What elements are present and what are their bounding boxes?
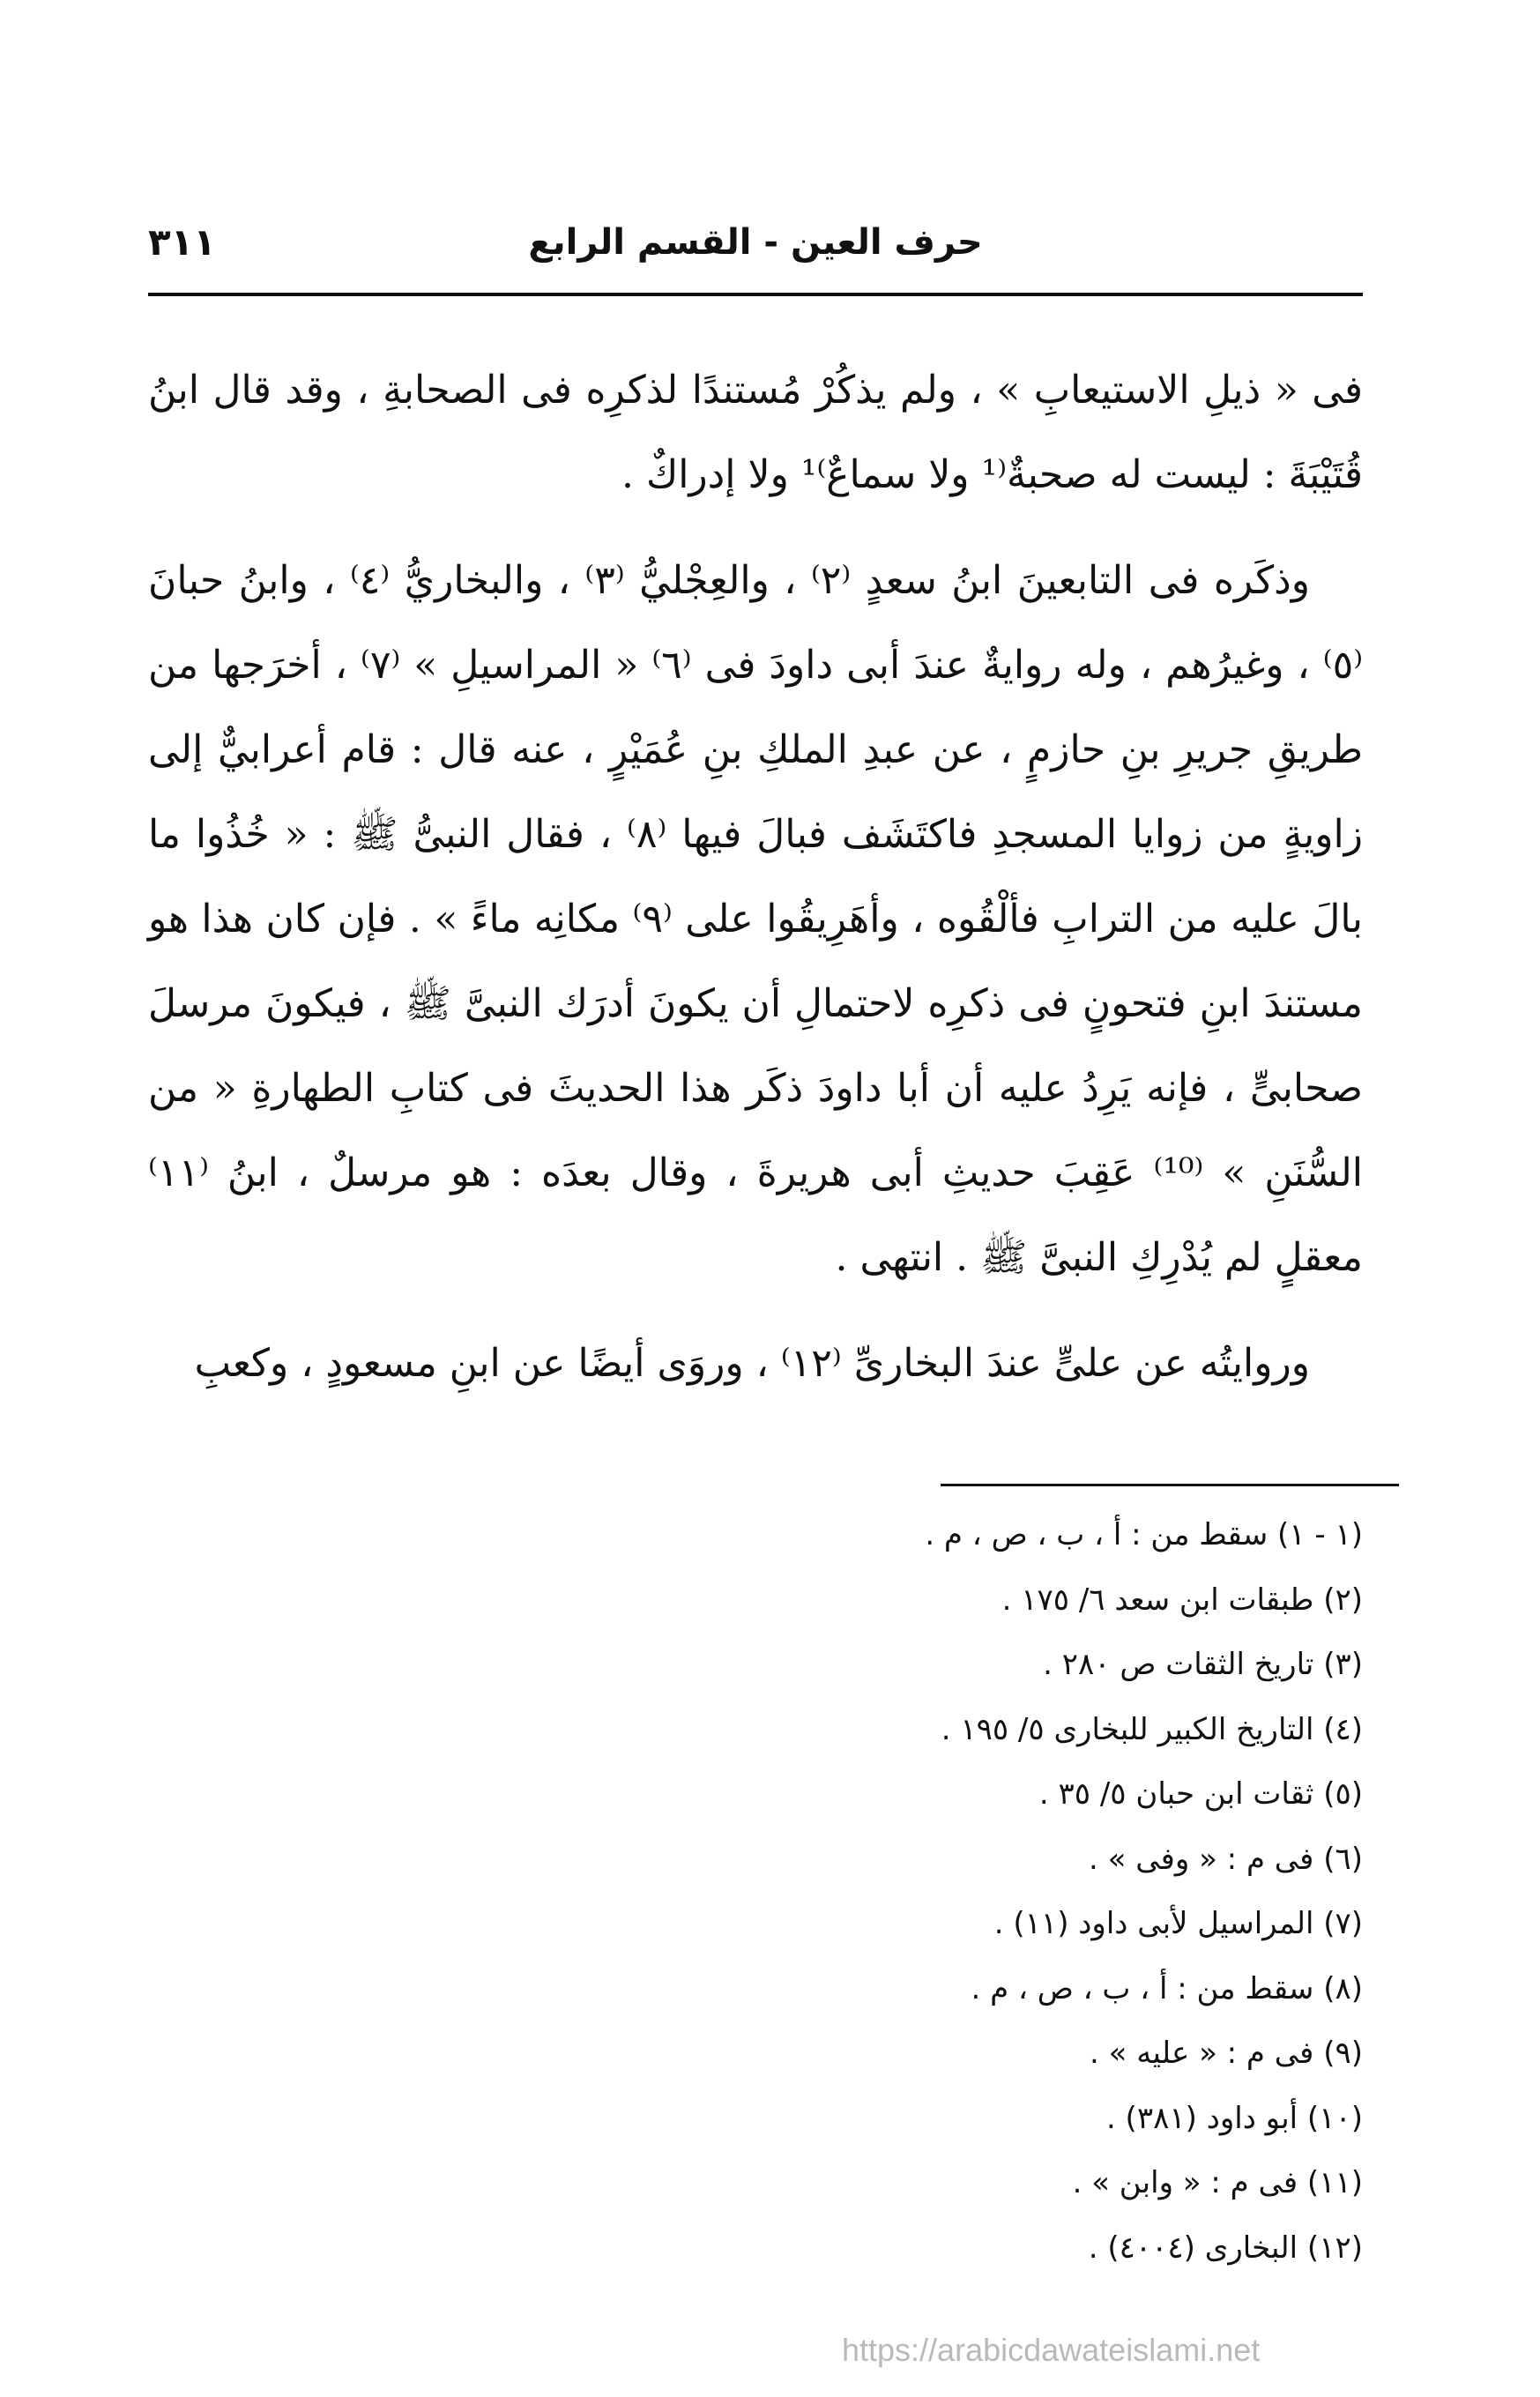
footnote-item: (١ - ١) سقط من : أ ، ب ، ص ، م . <box>925 1517 1363 1552</box>
main-text <box>148 348 1363 1427</box>
paragraph: فى « ذيلِ الاستيعابِ » ، ولم يذكُرْ مُستندًا لذكرِه فى الصحابةِ ، وقد قال ابنُ قُتَيْبَةَ : ليست له صحبةٌ⁽¹ ولا سماعٌ⁾¹ ولا إدراكٌ . <box>148 368 1363 497</box>
footnote-item: (٧) المراسيل لأبى داود (١١) . <box>993 1906 1363 1941</box>
paragraph: وروايتُه عن علىٍّ عندَ البخارىِّ ⁽١٢⁾ ، وروَى أيضًا عن ابنِ مسعودٍ ، وكعبِ <box>194 1341 1310 1386</box>
footnote-item: (٢) طبقات ابن سعد ٦/ ١٧٥ . <box>1001 1582 1363 1618</box>
header-rule <box>148 293 1363 296</box>
footnote-item: (١٠) أبو داود (٣٨١) . <box>1105 2100 1363 2136</box>
footnotes <box>148 1503 1363 2281</box>
footnote-item: (٨) سقط من : أ ، ب ، ص ، م . <box>971 1970 1363 2006</box>
footnote-item: (٤) التاريخ الكبير للبخارى ٥/ ١٩٥ . <box>941 1711 1363 1747</box>
footnote-item: (٩) فى م : « عليه » . <box>1090 2036 1363 2071</box>
footnote-separator <box>941 1484 1399 1486</box>
footnote-item: (٣) تاريخ الثقات ص ٢٨٠ . <box>1043 1647 1363 1682</box>
paragraph: وذكَره فى التابعينَ ابنُ سعدٍ ⁽٢⁾ ، والعِجْليُّ ⁽٣⁾ ، والبخاريُّ ⁽٤⁾ ، وابنُ حبانَ ⁽٥⁾ ، وغيرُهم ، وله روايةٌ عندَ أبى داودَ فى ⁽٦⁾ « المراسيلِ » ⁽٧⁾ ، أخرَجها من طريقِ جريرِ بنِ حازمٍ ، عن عبدِ الملكِ بنِ عُمَيْرٍ ، عنه قال : قام أعرابيٌّ إلى زاويةٍ من زوايا المسجدِ فاكتَشَف فبالَ فيها ⁽٨⁾ ، فقال النبىُّ ﷺ : « خُذُوا ما بالَ عليه من الترابِ فألْقُوه ، وأهَرِيقُوا على ⁽٩⁾ مكانِه ماءً » . فإن كان هذا هو مستندَ ابنِ فتحونٍ فى ذكرِه لاحتمالِ أن يكونَ أدرَك النبىَّ ﷺ ، فيكونَ مرسلَ صحابىٍّ ، فإنه يَرِدُ عليه أن أبا داودَ ذكَر هذا الحديثَ فى كتابِ الطهارةِ « من السُّنَنِ » ⁽¹⁰⁾ عَقِبَ حديثِ أبى هريرةَ ، وقال بعدَه : هو مرسلٌ ، ابنُ ⁽١١⁾ معقلٍ لم يُدْرِكِ النبىَّ ﷺ . انتهى . <box>148 558 1364 1280</box>
footnote-item: (١٢) البخارى (٤٠٠٤) . <box>1088 2230 1363 2266</box>
footnote-item: (١١) فى م : « وابن » . <box>1072 2165 1363 2200</box>
page-number: ٣١١ <box>148 220 216 264</box>
running-title: حرف العين - القسم الرابع <box>528 222 983 263</box>
footnote-item: (٦) فى م : « وفى » . <box>1089 1841 1363 1877</box>
page-header <box>148 203 1363 300</box>
footnote-item: (٥) ثقات ابن حبان ٥/ ٣٥ . <box>1038 1776 1363 1812</box>
source-watermark: https://arabicdawateislami.net <box>842 2332 1261 2368</box>
